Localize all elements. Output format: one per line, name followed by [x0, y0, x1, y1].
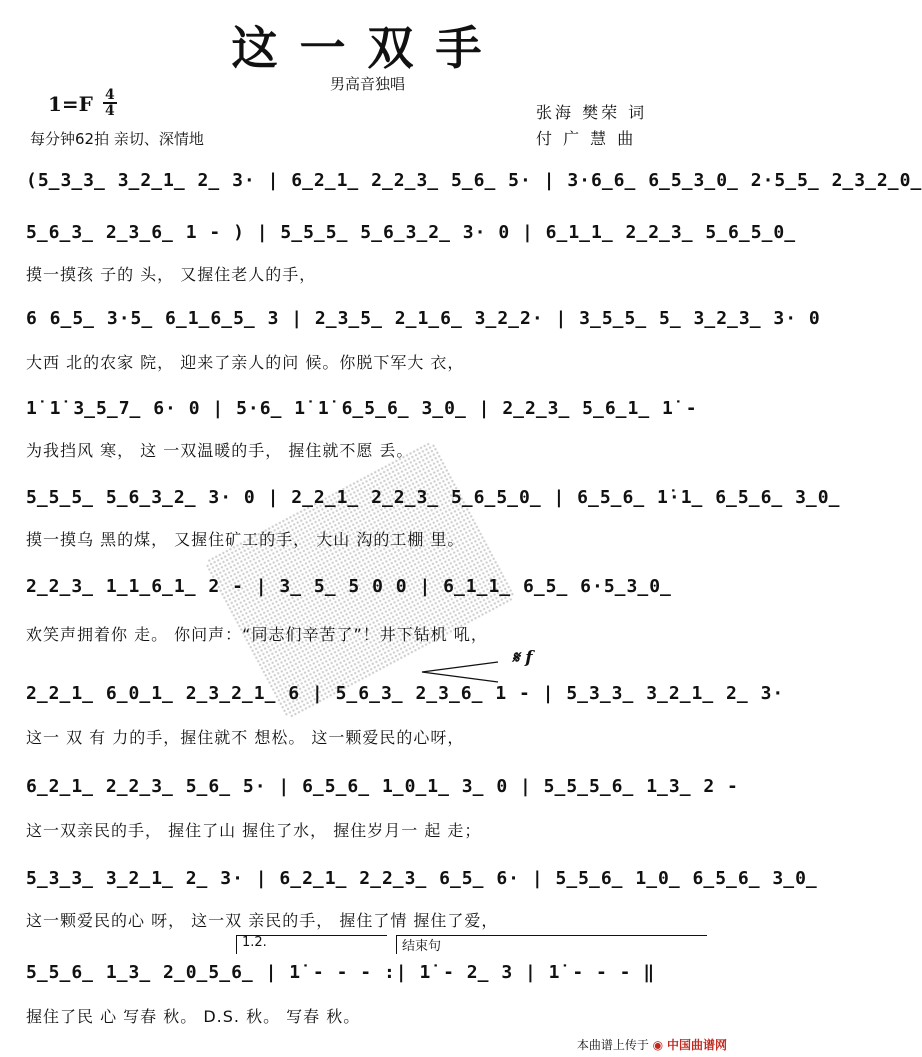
notation-line-8: 6̲2̲1̲ 2̲2̲3̲ 5̲6̲ 5· | 6̲5̲6̲ 1̲0̲1̲ 3̲ 0 | 5̲5̲5̲6̲ 1̲3̲ 2 -	[26, 776, 739, 797]
notation-line-5: 5̲5̲5̲ 5̲6̲3̲2̲ 3· 0 | 2̲2̲1̲ 2̲2̲3̲ 5̲6̲5̲0̲ | 6̲5̲6̲ 1̇·1̲ 6̲5̲6̲ 3̲0̲	[26, 487, 841, 508]
notation-line-3: 6 6̲5̲ 3·5̲ 6̲1̲6̲5̲ 3 | 2̲3̲5̲ 2̲1̲6̲ 3̲2̲2· | 3̲5̲5̲ 5̲ 3̲2̲3̲ 3· 0	[26, 308, 821, 329]
notation-line-7: 2̲2̲1̲ 6̲0̲1̲ 2̲3̲2̲1̲ 6 | 5̲6̲3̲ 2̲3̲6̲ 1 - | 5̲3̲3̲ 3̲2̲1̲ 2̲ 3·	[26, 683, 785, 704]
lyrics-line-3: 大西 北的农家 院， 迎来了亲人的问 候。你脱下军大 衣，	[26, 353, 465, 372]
coda-bracket	[396, 935, 707, 954]
lyrics-line-9: 这一颗爱民的心 呀， 这一双 亲民的手， 握住了情 握住了爱，	[26, 911, 499, 930]
ending-label: 结束句	[402, 939, 442, 954]
notation-line-10: 5̲5̲6̲ 1̲3̲ 2̲0̲5̲6̲ | 1̇ - - - :| 1̇ - 2̲ 3 | 1̇ - - - ‖	[26, 962, 656, 983]
lyrics-line-5: 摸一摸乌 黑的煤， 又握住矿工的手， 大山 沟的工棚 里。	[26, 530, 465, 549]
source-footer	[577, 1036, 727, 1053]
notation-line-2: 5̲6̲3̲ 2̲3̲6̲ 1 - ) | 5̲5̲5̲ 5̲6̲3̲2̲ 3· 0 | 6̲1̲1̲ 2̲2̲3̲ 5̲6̲5̲0̲	[26, 222, 797, 243]
lyrics-line-2: 摸一摸孩 子的 头， 又握住老人的手，	[26, 265, 317, 284]
footer-brand[interactable]: 中国曲谱网	[666, 1038, 727, 1052]
lyrics-line-6: 欢笑声拥着你 走。 你问声：“同志们辛苦了”！井下钻机 吼，	[26, 625, 488, 644]
segno-forte-marking: 𝄋 f	[512, 648, 533, 668]
crescendo-hairpin	[420, 660, 500, 684]
notation-line-6: 2̲2̲3̲ 1̲1̲6̲1̲ 2 - | 3̲ 5̲ 5 0 0 | 6̲1̲1̲ 6̲5̲ 6·5̲3̲0̲	[26, 576, 672, 597]
lyrics-line-10: 握住了民 心 写春 秋。 D.S. 秋。 写春 秋。	[26, 1007, 361, 1026]
time-signature-top: 4	[105, 87, 115, 103]
tempo-marking: 每分钟62拍 亲切、深情地	[30, 130, 204, 148]
lyrics-line-7: 这一 双 有 力的手，握住就不 想松。 这一颗爱民的心呀，	[26, 728, 465, 747]
time-signature-bottom: 4	[105, 103, 115, 119]
volta-label: 1.2.	[242, 935, 267, 950]
notation-line-4: 1̇ 1̇ 3̲5̲7̲ 6· 0 | 5·6̲ 1̇ 1̇ 6̲5̲6̲ 3̲0̲ | 2̲2̲3̲ 5̲6̲1̲ 1̇ -	[26, 398, 698, 419]
footer-prefix: 本曲谱上传于	[576, 1038, 649, 1052]
footer-logo-icon: ◉	[652, 1038, 664, 1052]
notation-line-9: 5̲3̲3̲ 3̲2̲1̲ 2̲ 3· | 6̲2̲1̲ 2̲2̲3̲ 6̲5̲ 6· | 5̲5̲6̲ 1̲0̲ 6̲5̲6̲ 3̲0̲	[26, 868, 818, 889]
lyrics-line-8: 这一双亲民的手， 握住了山 握住了水， 握住岁月一 起 走；	[26, 821, 482, 840]
notation-line-1: (5̲3̲3̲ 3̲2̲1̲ 2̲ 3· | 6̲2̲1̲ 2̲2̲3̲ 5̲6̲ 5· | 3·6̲6̲ 6̲5̲3̲0̲ 2·5̲5̲ 2̲3̲2̲0̲	[26, 170, 922, 191]
composer-credit: 付 广 慧 曲	[536, 129, 637, 148]
lyricist-credit: 张海 樊荣 词	[536, 103, 648, 122]
subtitle: 男高音独唱	[329, 75, 405, 93]
lyrics-line-4: 为我挡风 寒， 这 一双温暖的手， 握住就不愿 丢。	[26, 441, 414, 460]
key-signature: 1=F	[48, 92, 93, 116]
page-title: 这一双手	[231, 21, 504, 75]
time-signature	[103, 88, 117, 118]
